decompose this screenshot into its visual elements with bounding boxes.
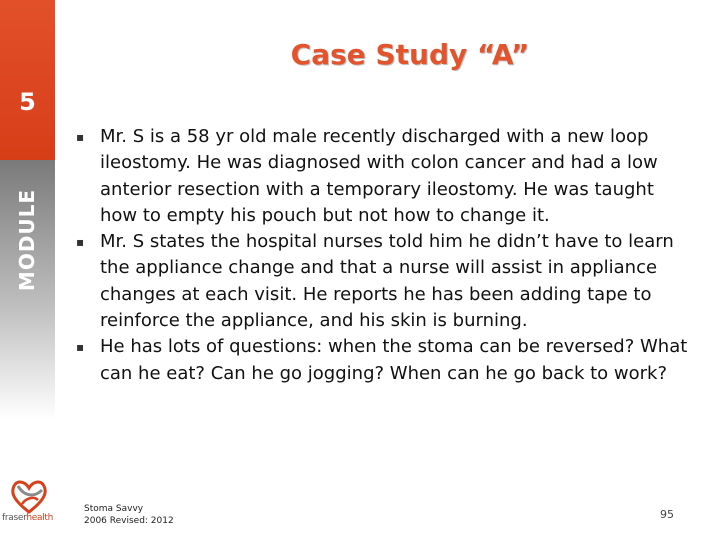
slide-title: Case Study “A”	[290, 38, 530, 71]
logo-wordmark-part2: health	[26, 513, 54, 523]
bullet-item	[72, 124, 692, 229]
module-number: 5	[19, 88, 36, 116]
page-number: 95	[660, 508, 674, 521]
bullet-text: He has lots of questions: when the stoma can be reversed? What can he eat? Can he go jogging? When can he go back to work?	[100, 336, 688, 384]
logo-wordmark	[2, 513, 53, 523]
bullet-text: Mr. S is a 58 yr old male recently discharged with a new loop ileostomy. He was diagnosed with colon cancer and had a low anterior resection with a temporary ileostomy. He was taught how to empty his pouch but not how to change it.	[100, 126, 658, 226]
logo-wordmark-part1: fraser	[2, 513, 27, 523]
bullet-item	[72, 334, 692, 387]
bullet-text: Mr. S states the hospital nurses told him he didn’t have to learn the appliance change and that a nurse will assist in appliance changes at each visit. He reports he has been adding tape to reinforce the appliance, and his skin is burning.	[100, 231, 674, 332]
footer-credit	[84, 503, 174, 527]
module-sidebar-accent	[0, 0, 55, 160]
module-label	[12, 172, 42, 307]
square-bullet-icon: ▪	[76, 340, 85, 355]
square-bullet-icon: ▪	[76, 235, 85, 250]
module-label-text: MODULE	[15, 188, 39, 291]
footer-line-2: 2006 Revised: 2012	[84, 516, 174, 526]
square-bullet-icon: ▪	[76, 130, 85, 144]
bullet-item	[72, 229, 692, 334]
footer-line-1: Stoma Savvy	[84, 504, 144, 514]
bullet-list	[72, 124, 692, 387]
